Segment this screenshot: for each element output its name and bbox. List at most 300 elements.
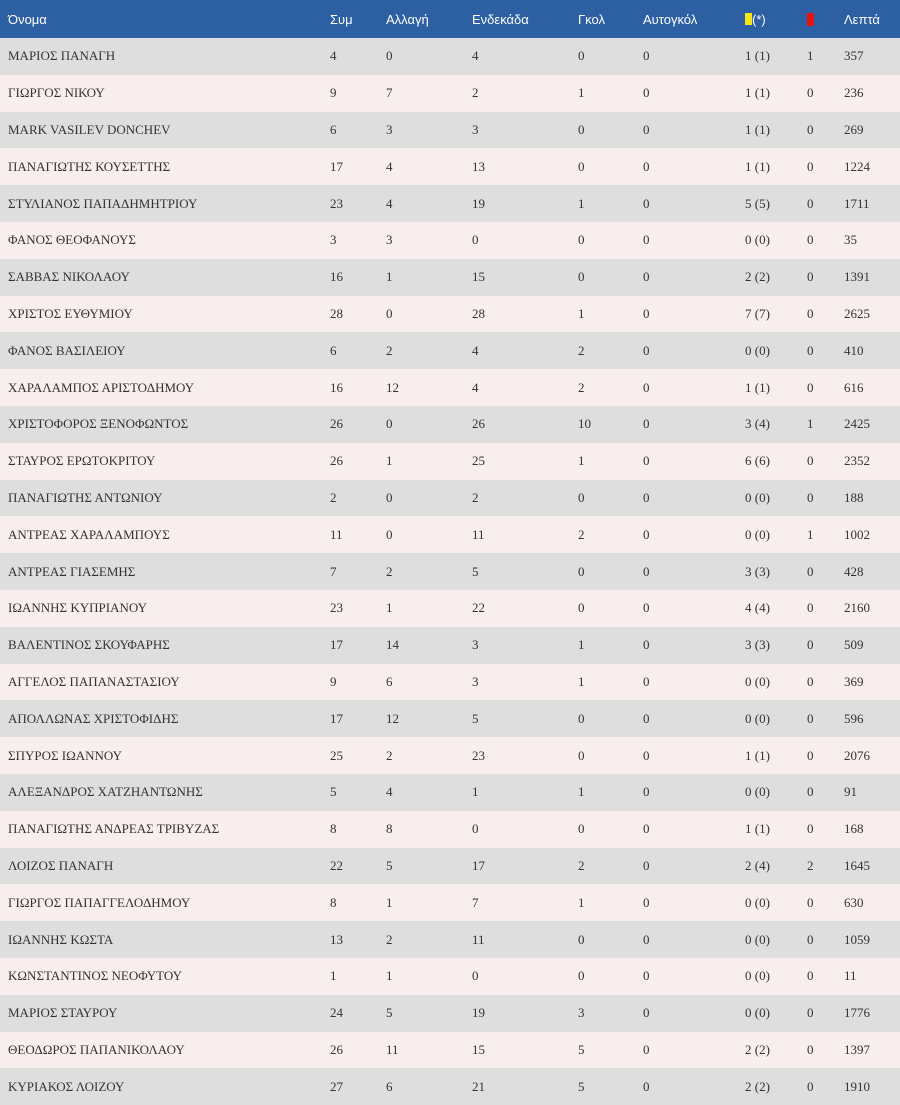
appearances-cell: 5 — [330, 784, 337, 800]
starting-cell: 4 — [472, 379, 479, 395]
appearances-cell: 2 — [330, 489, 337, 505]
goals-cell: 0 — [578, 232, 585, 248]
substitutions-cell: 12 — [386, 379, 399, 395]
goals-cell: 1 — [578, 195, 585, 211]
red-cards-cell: 0 — [807, 489, 814, 505]
goals-cell: 0 — [578, 48, 585, 64]
goals-cell: 0 — [578, 747, 585, 763]
substitutions-cell: 7 — [386, 85, 393, 101]
own-goals-cell: 0 — [643, 121, 650, 137]
red-cards-cell: 1 — [807, 48, 814, 64]
table-row — [0, 664, 900, 701]
appearances-cell: 27 — [330, 1078, 343, 1094]
goals-cell: 0 — [578, 489, 585, 505]
appearances-cell: 8 — [330, 894, 337, 910]
red-cards-cell: 0 — [807, 195, 814, 211]
starting-cell: 19 — [472, 195, 485, 211]
starting-cell: 2 — [472, 489, 479, 505]
appearances-cell: 16 — [330, 379, 343, 395]
player-name-cell: ΓΙΩΡΓΟΣ ΝΙΚΟΥ — [8, 85, 105, 101]
red-cards-cell: 0 — [807, 85, 814, 101]
own-goals-cell: 0 — [643, 894, 650, 910]
goals-cell: 1 — [578, 637, 585, 653]
own-goals-cell: 0 — [643, 931, 650, 947]
minutes-cell: 2076 — [844, 747, 870, 763]
minutes-cell: 1059 — [844, 931, 870, 947]
yellow-cards-cell: 1 (1) — [745, 158, 770, 174]
table-row — [0, 148, 900, 185]
minutes-cell: 2425 — [844, 416, 870, 432]
red-cards-cell: 0 — [807, 453, 814, 469]
red-cards-cell: 0 — [807, 894, 814, 910]
player-name-cell: ΚΥΡΙΑΚΟΣ ΛΟΙΖΟΥ — [8, 1078, 125, 1094]
table-row — [0, 296, 900, 333]
own-goals-cell: 0 — [643, 48, 650, 64]
own-goals-cell: 0 — [643, 857, 650, 873]
own-goals-cell: 0 — [643, 269, 650, 285]
player-name-cell: ΠΑΝΑΓΙΩΤΗΣ ΑΝΔΡΕΑΣ ΤΡΙΒΥΖΑΣ — [8, 821, 220, 837]
substitutions-cell: 3 — [386, 232, 393, 248]
goals-cell: 0 — [578, 563, 585, 579]
appearances-cell: 8 — [330, 821, 337, 837]
substitutions-cell: 2 — [386, 563, 393, 579]
own-goals-cell: 0 — [643, 526, 650, 542]
yellow-cards-cell: 1 (1) — [745, 48, 770, 64]
table-body — [0, 38, 900, 1105]
starting-cell: 0 — [472, 968, 479, 984]
red-cards-cell: 0 — [807, 269, 814, 285]
substitutions-cell: 2 — [386, 931, 393, 947]
player-name-cell: ΦΑΝΟΣ ΘΕΟΦΑΝΟΥΣ — [8, 232, 136, 248]
starting-cell: 4 — [472, 48, 479, 64]
player-name-cell: ΚΩΝΣΤΑΝΤΙΝΟΣ ΝΕΟΦΥΤΟΥ — [8, 968, 183, 984]
starting-cell: 3 — [472, 121, 479, 137]
table-row — [0, 884, 900, 921]
header-red-cards[interactable] — [807, 0, 844, 38]
red-cards-cell: 1 — [807, 416, 814, 432]
substitutions-cell: 0 — [386, 48, 393, 64]
goals-cell: 0 — [578, 821, 585, 837]
goals-cell: 0 — [578, 931, 585, 947]
goals-cell: 0 — [578, 710, 585, 726]
player-name-cell: ΠΑΝΑΓΙΩΤΗΣ ΑΝΤΩΝΙΟΥ — [8, 489, 163, 505]
own-goals-cell: 0 — [643, 563, 650, 579]
yellow-cards-cell: 0 (0) — [745, 673, 770, 689]
starting-cell: 3 — [472, 673, 479, 689]
minutes-cell: 509 — [844, 637, 864, 653]
player-name-cell: ΣΑΒΒΑΣ ΝΙΚΟΛΑΟΥ — [8, 269, 130, 285]
substitutions-cell: 1 — [386, 269, 393, 285]
goals-cell: 5 — [578, 1041, 585, 1057]
minutes-cell: 35 — [844, 232, 857, 248]
starting-cell: 7 — [472, 894, 479, 910]
red-cards-cell: 0 — [807, 158, 814, 174]
goals-cell: 0 — [578, 968, 585, 984]
own-goals-cell: 0 — [643, 85, 650, 101]
yellow-cards-cell: 1 (1) — [745, 379, 770, 395]
appearances-cell: 17 — [330, 637, 343, 653]
minutes-cell: 2352 — [844, 453, 870, 469]
table-row — [0, 480, 900, 517]
player-name-cell: ΧΡΙΣΤΟΣ ΕΥΘΥΜΙΟΥ — [8, 305, 133, 321]
goals-cell: 1 — [578, 85, 585, 101]
own-goals-cell: 0 — [643, 710, 650, 726]
appearances-cell: 11 — [330, 526, 343, 542]
table-row — [0, 406, 900, 443]
starting-cell: 5 — [472, 710, 479, 726]
substitutions-cell: 8 — [386, 821, 393, 837]
red-cards-cell: 0 — [807, 1005, 814, 1021]
red-cards-cell: 0 — [807, 747, 814, 763]
yellow-cards-cell: 7 (7) — [745, 305, 770, 321]
own-goals-cell: 0 — [643, 489, 650, 505]
table-row — [0, 958, 900, 995]
table-row — [0, 774, 900, 811]
header-minutes[interactable]: Λεπτά — [844, 11, 880, 27]
appearances-cell: 6 — [330, 121, 337, 137]
yellow-cards-cell: 1 (1) — [745, 121, 770, 137]
yellow-cards-cell: 3 (3) — [745, 637, 770, 653]
table-row — [0, 369, 900, 406]
yellow-cards-cell: 3 (3) — [745, 563, 770, 579]
yellow-cards-cell: 0 (0) — [745, 784, 770, 800]
yellow-cards-cell: 0 (0) — [745, 342, 770, 358]
minutes-cell: 188 — [844, 489, 864, 505]
goals-cell: 10 — [578, 416, 591, 432]
player-name-cell: ΘΕΟΔΩΡΟΣ ΠΑΠΑΝΙΚΟΛΑΟΥ — [8, 1041, 185, 1057]
starting-cell: 2 — [472, 85, 479, 101]
appearances-cell: 9 — [330, 673, 337, 689]
table-row — [0, 811, 900, 848]
minutes-cell: 369 — [844, 673, 864, 689]
substitutions-cell: 6 — [386, 1078, 393, 1094]
player-name-cell: ΙΩΑΝΝΗΣ ΚΩΣΤΑ — [8, 931, 114, 947]
appearances-cell: 16 — [330, 269, 343, 285]
player-name-cell: ΑΝΤΡΕΑΣ ΓΙΑΣΕΜΗΣ — [8, 563, 136, 579]
own-goals-cell: 0 — [643, 379, 650, 395]
substitutions-cell: 0 — [386, 489, 393, 505]
appearances-cell: 7 — [330, 563, 337, 579]
appearances-cell: 26 — [330, 1041, 343, 1057]
goals-cell: 0 — [578, 269, 585, 285]
starting-cell: 13 — [472, 158, 485, 174]
goals-cell: 2 — [578, 379, 585, 395]
red-cards-cell: 0 — [807, 563, 814, 579]
table-row — [0, 1032, 900, 1069]
red-cards-cell: 0 — [807, 637, 814, 653]
table-row — [0, 921, 900, 958]
table-row — [0, 995, 900, 1032]
minutes-cell: 91 — [844, 784, 857, 800]
minutes-cell: 357 — [844, 48, 864, 64]
minutes-cell: 1776 — [844, 1005, 870, 1021]
red-card-icon — [807, 13, 814, 26]
own-goals-cell: 0 — [643, 747, 650, 763]
player-name-cell: ΑΝΤΡΕΑΣ ΧΑΡΑΛΑΜΠΟΥΣ — [8, 526, 170, 542]
substitutions-cell: 0 — [386, 526, 393, 542]
header-yellow-cards[interactable] — [745, 0, 807, 38]
header-appearances[interactable]: Συμ — [330, 11, 353, 27]
substitutions-cell: 5 — [386, 857, 393, 873]
appearances-cell: 9 — [330, 85, 337, 101]
goals-cell: 1 — [578, 784, 585, 800]
header-substitutions[interactable]: Αλλαγή — [386, 11, 429, 27]
yellow-cards-cell: 4 (4) — [745, 600, 770, 616]
table-row — [0, 332, 900, 369]
player-name-cell: ΜΑΡΙΟΣ ΠΑΝΑΓΗ — [8, 48, 116, 64]
starting-cell: 23 — [472, 747, 485, 763]
appearances-cell: 28 — [330, 305, 343, 321]
starting-cell: 3 — [472, 637, 479, 653]
minutes-cell: 1910 — [844, 1078, 870, 1094]
starting-cell: 15 — [472, 1041, 485, 1057]
minutes-cell: 2160 — [844, 600, 870, 616]
red-cards-cell: 0 — [807, 784, 814, 800]
red-cards-cell: 0 — [807, 710, 814, 726]
appearances-cell: 26 — [330, 416, 343, 432]
starting-cell: 22 — [472, 600, 485, 616]
player-name-cell: ΧΑΡΑΛΑΜΠΟΣ ΑΡΙΣΤΟΔΗΜΟΥ — [8, 379, 195, 395]
table-row — [0, 700, 900, 737]
red-cards-cell: 0 — [807, 232, 814, 248]
red-cards-cell: 0 — [807, 342, 814, 358]
goals-cell: 1 — [578, 453, 585, 469]
minutes-cell: 616 — [844, 379, 864, 395]
player-name-cell: ΛΟΙΖΟΣ ΠΑΝΑΓΗ — [8, 857, 114, 873]
header-own-goals[interactable]: Αυτογκόλ — [643, 11, 698, 27]
appearances-cell: 6 — [330, 342, 337, 358]
goals-cell: 2 — [578, 342, 585, 358]
substitutions-cell: 4 — [386, 158, 393, 174]
table-row — [0, 1068, 900, 1105]
own-goals-cell: 0 — [643, 453, 650, 469]
minutes-cell: 168 — [844, 821, 864, 837]
substitutions-cell: 14 — [386, 637, 399, 653]
substitutions-cell: 3 — [386, 121, 393, 137]
header-yellow-suffix: (*) — [752, 11, 766, 27]
own-goals-cell: 0 — [643, 232, 650, 248]
substitutions-cell: 11 — [386, 1041, 399, 1057]
yellow-cards-cell: 1 (1) — [745, 821, 770, 837]
starting-cell: 19 — [472, 1005, 485, 1021]
table-row — [0, 516, 900, 553]
substitutions-cell: 2 — [386, 747, 393, 763]
player-name-cell: ΧΡΙΣΤΟΦΟΡΟΣ ΞΕΝΟΦΩΝΤΟΣ — [8, 416, 189, 432]
appearances-cell: 3 — [330, 232, 337, 248]
substitutions-cell: 0 — [386, 416, 393, 432]
red-cards-cell: 0 — [807, 673, 814, 689]
goals-cell: 2 — [578, 526, 585, 542]
yellow-cards-cell: 0 (0) — [745, 710, 770, 726]
substitutions-cell: 0 — [386, 305, 393, 321]
table-row — [0, 38, 900, 75]
minutes-cell: 11 — [844, 968, 857, 984]
substitutions-cell: 4 — [386, 195, 393, 211]
minutes-cell: 630 — [844, 894, 864, 910]
appearances-cell: 24 — [330, 1005, 343, 1021]
minutes-cell: 1391 — [844, 269, 870, 285]
table-row — [0, 553, 900, 590]
red-cards-cell: 0 — [807, 1041, 814, 1057]
player-name-cell: ΙΩΑΝΝΗΣ ΚΥΠΡΙΑΝΟΥ — [8, 600, 147, 616]
player-name-cell: ΦΑΝΟΣ ΒΑΣΙΛΕΙΟΥ — [8, 342, 126, 358]
table-row — [0, 737, 900, 774]
red-cards-cell: 2 — [807, 857, 814, 873]
table-row — [0, 848, 900, 885]
own-goals-cell: 0 — [643, 637, 650, 653]
own-goals-cell: 0 — [643, 968, 650, 984]
own-goals-cell: 0 — [643, 1078, 650, 1094]
minutes-cell: 428 — [844, 563, 864, 579]
starting-cell: 17 — [472, 857, 485, 873]
substitutions-cell: 1 — [386, 453, 393, 469]
substitutions-cell: 1 — [386, 968, 393, 984]
starting-cell: 21 — [472, 1078, 485, 1094]
header-starting[interactable]: Ενδεκάδα — [472, 11, 529, 27]
table-row — [0, 259, 900, 296]
goals-cell: 0 — [578, 600, 585, 616]
goals-cell: 0 — [578, 158, 585, 174]
goals-cell: 1 — [578, 305, 585, 321]
starting-cell: 11 — [472, 931, 485, 947]
yellow-cards-cell: 0 (0) — [745, 489, 770, 505]
yellow-cards-cell: 2 (2) — [745, 269, 770, 285]
table-row — [0, 590, 900, 627]
substitutions-cell: 5 — [386, 1005, 393, 1021]
red-cards-cell: 0 — [807, 1078, 814, 1094]
yellow-cards-cell: 0 (0) — [745, 1005, 770, 1021]
header-name[interactable]: Όνομα — [8, 11, 47, 27]
player-name-cell: ΠΑΝΑΓΙΩΤΗΣ ΚΟΥΣΕΤΤΗΣ — [8, 158, 171, 174]
yellow-cards-cell: 2 (2) — [745, 1041, 770, 1057]
minutes-cell: 236 — [844, 85, 864, 101]
goals-cell: 1 — [578, 673, 585, 689]
table-row — [0, 222, 900, 259]
goals-cell: 0 — [578, 121, 585, 137]
player-name-cell: ΓΙΩΡΓΟΣ ΠΑΠΑΓΓΕΛΟΔΗΜΟΥ — [8, 894, 191, 910]
yellow-cards-cell: 2 (4) — [745, 857, 770, 873]
table-row — [0, 627, 900, 664]
appearances-cell: 25 — [330, 747, 343, 763]
yellow-cards-cell: 0 (0) — [745, 931, 770, 947]
own-goals-cell: 0 — [643, 673, 650, 689]
header-row — [0, 0, 900, 38]
own-goals-cell: 0 — [643, 821, 650, 837]
starting-cell: 0 — [472, 821, 479, 837]
table-row — [0, 185, 900, 222]
yellow-card-icon — [745, 13, 752, 25]
starting-cell: 4 — [472, 342, 479, 358]
yellow-cards-cell: 0 (0) — [745, 968, 770, 984]
appearances-cell: 1 — [330, 968, 337, 984]
minutes-cell: 410 — [844, 342, 864, 358]
player-name-cell: ΣΤΑΥΡΟΣ ΕΡΩΤΟΚΡΙΤΟΥ — [8, 453, 156, 469]
red-cards-cell: 0 — [807, 121, 814, 137]
minutes-cell: 2625 — [844, 305, 870, 321]
yellow-cards-cell: 6 (6) — [745, 453, 770, 469]
table-row — [0, 443, 900, 480]
minutes-cell: 269 — [844, 121, 864, 137]
starting-cell: 11 — [472, 526, 485, 542]
goals-cell: 3 — [578, 1005, 585, 1021]
starting-cell: 25 — [472, 453, 485, 469]
yellow-cards-cell: 1 (1) — [745, 747, 770, 763]
yellow-cards-cell: 0 (0) — [745, 232, 770, 248]
player-name-cell: MARK VASILEV DONCHEV — [8, 121, 171, 137]
goals-cell: 2 — [578, 857, 585, 873]
own-goals-cell: 0 — [643, 1041, 650, 1057]
own-goals-cell: 0 — [643, 600, 650, 616]
header-goals[interactable]: Γκολ — [578, 11, 605, 27]
table-header — [0, 0, 900, 38]
appearances-cell: 17 — [330, 158, 343, 174]
minutes-cell: 1002 — [844, 526, 870, 542]
substitutions-cell: 1 — [386, 600, 393, 616]
yellow-cards-cell: 0 (0) — [745, 894, 770, 910]
player-name-cell: ΑΓΓΕΛΟΣ ΠΑΠΑΝΑΣΤΑΣΙΟΥ — [8, 673, 180, 689]
player-name-cell: ΣΠΥΡΟΣ ΙΩΑΝΝΟΥ — [8, 747, 123, 763]
appearances-cell: 26 — [330, 453, 343, 469]
starting-cell: 15 — [472, 269, 485, 285]
appearances-cell: 13 — [330, 931, 343, 947]
yellow-cards-cell: 3 (4) — [745, 416, 770, 432]
starting-cell: 26 — [472, 416, 485, 432]
red-cards-cell: 1 — [807, 526, 814, 542]
yellow-cards-cell: 1 (1) — [745, 85, 770, 101]
red-cards-cell: 0 — [807, 600, 814, 616]
goals-cell: 5 — [578, 1078, 585, 1094]
red-cards-cell: 0 — [807, 968, 814, 984]
own-goals-cell: 0 — [643, 305, 650, 321]
minutes-cell: 1645 — [844, 857, 870, 873]
own-goals-cell: 0 — [643, 342, 650, 358]
starting-cell: 5 — [472, 563, 479, 579]
table-row — [0, 75, 900, 112]
red-cards-cell: 0 — [807, 931, 814, 947]
appearances-cell: 22 — [330, 857, 343, 873]
player-name-cell: ΒΑΛΕΝΤΙΝΟΣ ΣΚΟΥΦΑΡΗΣ — [8, 637, 170, 653]
appearances-cell: 23 — [330, 195, 343, 211]
goals-cell: 1 — [578, 894, 585, 910]
red-cards-cell: 0 — [807, 821, 814, 837]
starting-cell: 28 — [472, 305, 485, 321]
starting-cell: 1 — [472, 784, 479, 800]
own-goals-cell: 0 — [643, 158, 650, 174]
substitutions-cell: 4 — [386, 784, 393, 800]
substitutions-cell: 1 — [386, 894, 393, 910]
minutes-cell: 1224 — [844, 158, 870, 174]
player-name-cell: ΣΤΥΛΙΑΝΟΣ ΠΑΠΑΔΗΜΗΤΡΙΟΥ — [8, 195, 198, 211]
yellow-cards-cell: 2 (2) — [745, 1078, 770, 1094]
table-row — [0, 112, 900, 149]
appearances-cell: 23 — [330, 600, 343, 616]
player-name-cell: ΑΛΕΞΑΝΔΡΟΣ ΧΑΤΖΗΑΝΤΩΝΗΣ — [8, 784, 203, 800]
player-name-cell: ΑΠΟΛΛΩΝΑΣ ΧΡΙΣΤΟΦΙΔΗΣ — [8, 710, 179, 726]
substitutions-cell: 12 — [386, 710, 399, 726]
substitutions-cell: 6 — [386, 673, 393, 689]
red-cards-cell: 0 — [807, 379, 814, 395]
minutes-cell: 1397 — [844, 1041, 870, 1057]
minutes-cell: 596 — [844, 710, 864, 726]
red-cards-cell: 0 — [807, 305, 814, 321]
yellow-cards-cell: 5 (5) — [745, 195, 770, 211]
own-goals-cell: 0 — [643, 1005, 650, 1021]
player-name-cell: ΜΑΡΙΟΣ ΣΤΑΥΡΟΥ — [8, 1005, 118, 1021]
starting-cell: 0 — [472, 232, 479, 248]
appearances-cell: 17 — [330, 710, 343, 726]
own-goals-cell: 0 — [643, 784, 650, 800]
own-goals-cell: 0 — [643, 416, 650, 432]
